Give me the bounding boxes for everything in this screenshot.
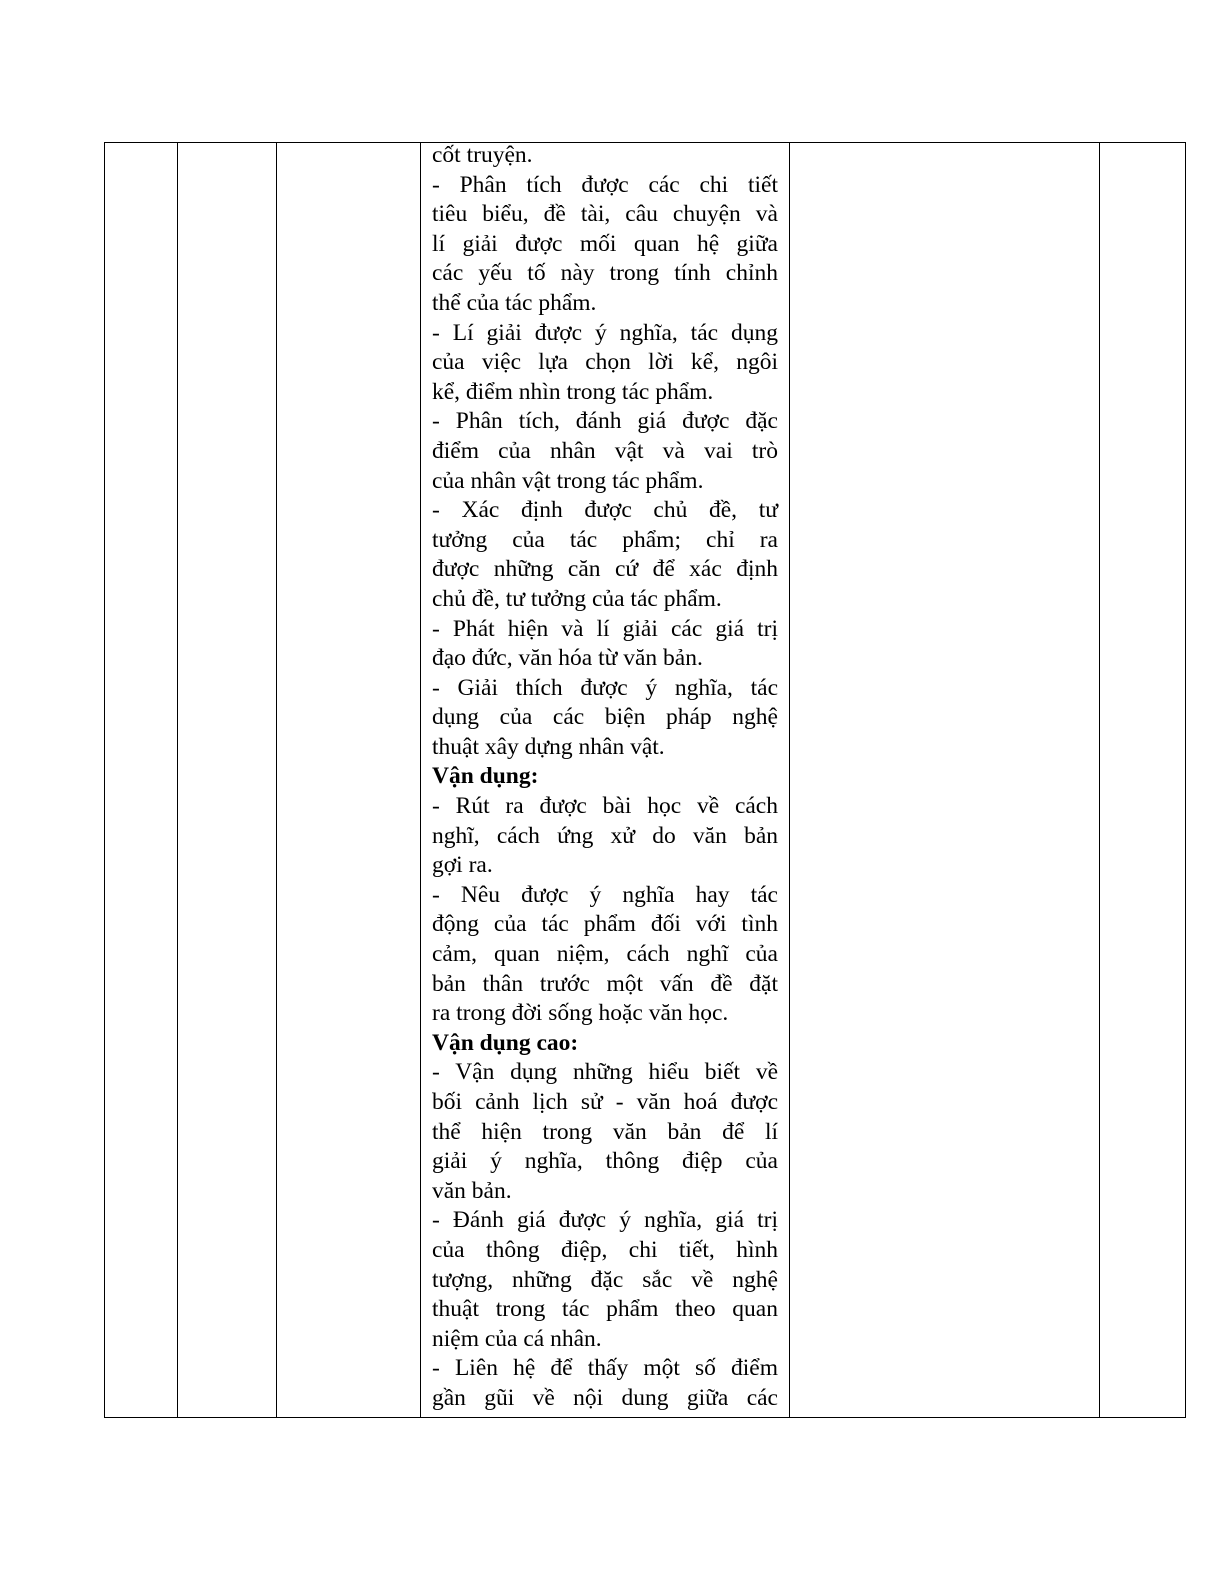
text-line: - Rút ra được bài học về cách xyxy=(432,793,778,820)
text-line: kể, điểm nhìn trong tác phẩm. xyxy=(432,378,714,405)
text-line: giải ý nghĩa, thông điệp của xyxy=(432,1148,778,1175)
text-line: của thông điệp, chi tiết, hình xyxy=(432,1236,778,1263)
table-cell-col-5 xyxy=(790,143,1100,1418)
table-row xyxy=(105,143,1186,1418)
text-line: cốt truyện. xyxy=(432,142,533,168)
text-line: đạo đức, văn hóa từ văn bản. xyxy=(432,645,703,672)
text-line: gần gũi về nội dung giữa các xyxy=(432,1384,778,1411)
section-heading: Vận dụng: xyxy=(432,763,539,790)
text-line: tiêu biểu, đề tài, câu chuyện và xyxy=(432,201,778,228)
text-line: ra trong đời sống hoặc văn học. xyxy=(432,1000,729,1027)
text-line: tượng, những đặc sắc về nghệ xyxy=(432,1266,778,1293)
text-line: - Đánh giá được ý nghĩa, giá trị xyxy=(432,1207,778,1234)
text-line: tưởng của tác phẩm; chỉ ra xyxy=(432,526,778,553)
text-line: - Liên hệ để thấy một số điểm xyxy=(432,1355,778,1382)
text-line: - Phát hiện và lí giải các giá trị xyxy=(432,615,778,642)
text-line: - Nêu được ý nghĩa hay tác xyxy=(432,881,778,908)
text-line: chủ đề, tư tưởng của tác phẩm. xyxy=(432,585,722,612)
text-line: dụng của các biện pháp nghệ xyxy=(432,704,778,731)
document-table xyxy=(104,142,1186,1418)
text-line: nghĩ, cách ứng xử do văn bản xyxy=(432,822,778,849)
text-line: thể hiện trong văn bản để lí xyxy=(432,1118,778,1145)
text-line: cảm, quan niệm, cách nghĩ của xyxy=(432,941,778,968)
text-line: điểm của nhân vật và vai trò xyxy=(432,437,778,464)
table-cell-col-2 xyxy=(178,143,277,1418)
text-line: gợi ra. xyxy=(432,852,493,879)
text-line: lí giải được mối quan hệ giữa xyxy=(432,230,778,257)
text-line: thuật trong tác phẩm theo quan xyxy=(432,1296,778,1323)
table-cell-content xyxy=(421,143,790,1418)
text-line: được những căn cứ để xác định xyxy=(432,556,778,583)
text-line: của việc lựa chọn lời kể, ngôi xyxy=(432,349,778,376)
section-heading: Vận dụng cao: xyxy=(432,1029,579,1056)
text-line: - Phân tích, đánh giá được đặc xyxy=(432,408,778,435)
table-cell-col-1 xyxy=(105,143,178,1418)
text-line: - Vận dụng những hiểu biết về xyxy=(432,1059,778,1086)
text-line: thuật xây dựng nhân vật. xyxy=(432,733,665,760)
text-line: bản thân trước một vấn đề đặt xyxy=(432,970,778,997)
table-cell-col-3 xyxy=(277,143,421,1418)
text-line: các yếu tố này trong tính chỉnh xyxy=(432,260,778,287)
text-line: văn bản. xyxy=(432,1177,512,1204)
text-line: thể của tác phẩm. xyxy=(432,289,597,316)
text-line: niệm của cá nhân. xyxy=(432,1325,602,1352)
content-body xyxy=(432,143,778,1414)
text-line: của nhân vật trong tác phẩm. xyxy=(432,467,704,494)
text-line: - Lí giải được ý nghĩa, tác dụng xyxy=(432,319,778,346)
text-line: bối cảnh lịch sử - văn hoá được xyxy=(432,1089,778,1115)
text-line: - Giải thích được ý nghĩa, tác xyxy=(432,674,778,701)
table-cell-col-6 xyxy=(1100,143,1186,1418)
text-line: - Xác định được chủ đề, tư xyxy=(432,497,778,524)
text-line: - Phân tích được các chi tiết xyxy=(432,171,778,198)
text-line: động của tác phẩm đối với tình xyxy=(432,911,778,938)
